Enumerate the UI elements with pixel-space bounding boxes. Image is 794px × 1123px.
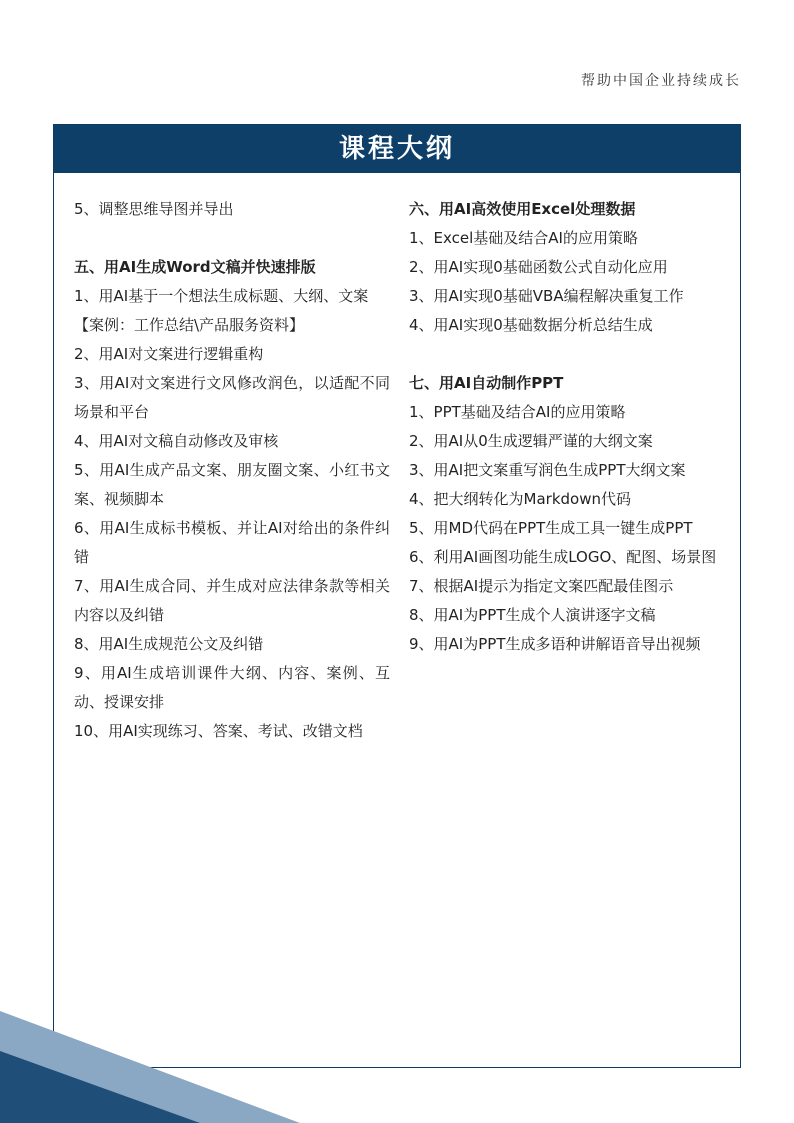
outline-item: 【案例：工作总结\产品服务资料】 (74, 316, 305, 334)
outline-item: 2、用AI从0生成逻辑严谨的大纲文案 (409, 432, 653, 450)
corner-decoration (0, 1003, 300, 1123)
outline-item: 4、用AI对文稿自动修改及审核 (74, 432, 279, 450)
section-gap (409, 340, 725, 369)
outline-item: 10、用AI实现练习、答案、考试、改错文档 (74, 722, 363, 740)
right-column (409, 195, 725, 659)
outline-item: 9、用AI为PPT生成多语种讲解语音导出视频 (409, 635, 701, 653)
outline-item: 8、用AI为PPT生成个人演讲逐字文稿 (409, 606, 656, 624)
outline-item: 5、用MD代码在PPT生成工具一键生成PPT (409, 519, 693, 537)
outline-item: 7、根据AI提示为指定文案匹配最佳图示 (409, 577, 674, 595)
outline-item: 1、用AI基于一个想法生成标题、大纲、文案 (74, 287, 369, 305)
outline-item: 2、用AI对文案进行逻辑重构 (74, 345, 264, 363)
outline-item: 3、用AI对文案进行文风修改润色，以适配不同场景和平台 (74, 374, 390, 421)
outline-item: 4、把大纲转化为Markdown代码 (409, 490, 632, 508)
outline-item: 6、用AI生成标书模板、并让AI对给出的条件纠错 (74, 519, 390, 566)
section-heading: 六、用AI高效使用Excel处理数据 (409, 200, 636, 218)
outline-item: 3、用AI实现0基础VBA编程解决重复工作 (409, 287, 684, 305)
outline-frame (53, 124, 741, 1068)
section-heading: 七、用AI自动制作PPT (409, 374, 564, 392)
outline-item: 9、用AI生成培训课件大纲、内容、案例、互动、授课安排 (74, 664, 390, 711)
left-column (74, 195, 390, 746)
outline-item: 6、利用AI画图功能生成LOGO、配图、场景图 (409, 548, 717, 566)
section-heading: 五、用AI生成Word文稿并快速排版 (74, 258, 316, 276)
outline-item: 8、用AI生成规范公文及纠错 (74, 635, 264, 653)
outline-item: 7、用AI生成合同、并生成对应法律条款等相关内容以及纠错 (74, 577, 390, 624)
section-gap (74, 224, 390, 253)
outline-title: 课程大纲 (54, 125, 740, 173)
outline-item: 4、用AI实现0基础数据分析总结生成 (409, 316, 653, 334)
outline-item: 2、用AI实现0基础函数公式自动化应用 (409, 258, 668, 276)
outline-item: 1、Excel基础及结合AI的应用策略 (409, 229, 638, 247)
outline-item: 1、PPT基础及结合AI的应用策略 (409, 403, 626, 421)
outline-item: 3、用AI把文案重写润色生成PPT大纲文案 (409, 461, 686, 479)
outline-item: 5、用AI生成产品文案、朋友圈文案、小红书文案、视频脚本 (74, 461, 390, 508)
outline-item: 5、调整思维导图并导出 (74, 200, 234, 218)
header-tagline: 帮助中国企业持续成长 (581, 73, 741, 89)
